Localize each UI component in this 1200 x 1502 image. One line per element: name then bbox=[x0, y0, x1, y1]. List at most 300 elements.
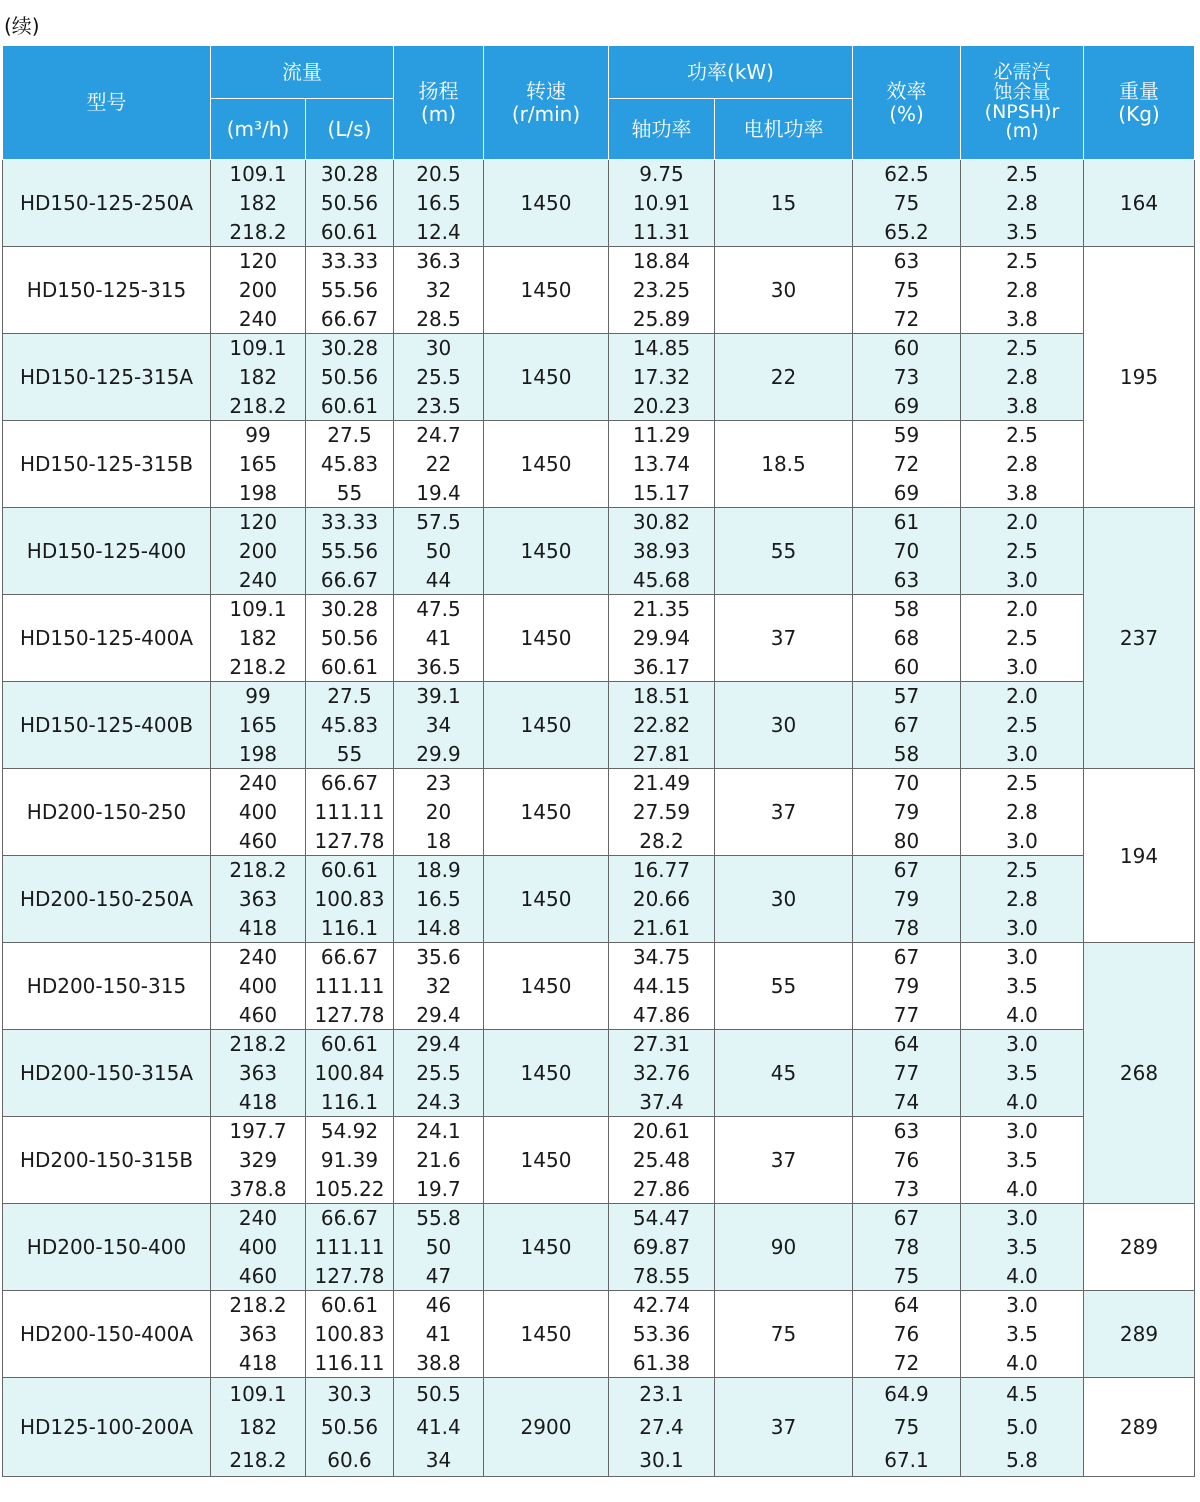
npsh-values bbox=[961, 1204, 1083, 1290]
flow-m3h-values bbox=[211, 160, 305, 246]
head-value: 44 bbox=[425, 568, 452, 592]
flow-m3h-value: 197.7 bbox=[229, 1119, 287, 1143]
shaft-power-cell bbox=[609, 1030, 715, 1117]
flow-m3h-value: 418 bbox=[238, 1090, 278, 1114]
flow-ls-values bbox=[306, 682, 393, 768]
npsh-values bbox=[961, 247, 1083, 333]
flow-m3h-value: 182 bbox=[238, 365, 278, 389]
speed-cell: 1450 bbox=[484, 421, 609, 508]
efficiency-value: 72 bbox=[893, 452, 920, 476]
head-value: 19.7 bbox=[416, 1177, 461, 1201]
flow-m3h-cell bbox=[211, 1378, 306, 1477]
efficiency-value: 79 bbox=[893, 800, 920, 824]
shaft-power-cell bbox=[609, 247, 715, 334]
head-value: 20 bbox=[425, 800, 452, 824]
head-value: 41 bbox=[425, 1322, 452, 1346]
npsh-values bbox=[961, 421, 1083, 507]
model-cell: HD200-150-315B bbox=[3, 1117, 211, 1204]
flow-ls-values bbox=[306, 1291, 393, 1377]
efficiency-cell bbox=[853, 247, 961, 334]
shaft-power-value: 16.77 bbox=[632, 858, 691, 882]
npsh-value: 3.8 bbox=[1006, 394, 1038, 418]
flow-m3h-values bbox=[211, 421, 305, 507]
head-value: 16.5 bbox=[416, 887, 461, 911]
npsh-value: 2.0 bbox=[1006, 510, 1038, 534]
motor-power-cell: 37 bbox=[715, 1378, 853, 1477]
flow-m3h-cell bbox=[211, 421, 306, 508]
npsh-value: 3.5 bbox=[1006, 974, 1038, 998]
shaft-power-values bbox=[609, 595, 714, 681]
efficiency-value: 69 bbox=[893, 481, 920, 505]
flow-ls-values bbox=[306, 595, 393, 681]
model-cell: HD200-150-315 bbox=[3, 943, 211, 1030]
npsh-cell bbox=[961, 160, 1084, 247]
npsh-cell bbox=[961, 595, 1084, 682]
shaft-power-value: 18.51 bbox=[632, 684, 691, 708]
flow-m3h-value: 460 bbox=[238, 829, 278, 853]
efficiency-value: 69 bbox=[893, 394, 920, 418]
shaft-power-value: 69.87 bbox=[632, 1235, 691, 1259]
npsh-cell bbox=[961, 856, 1084, 943]
efficiency-value: 73 bbox=[893, 365, 920, 389]
weight-cell: 164 bbox=[1084, 160, 1195, 247]
efficiency-value: 58 bbox=[893, 742, 920, 766]
npsh-value: 3.5 bbox=[1006, 220, 1038, 244]
flow-ls-value: 127.78 bbox=[314, 829, 385, 853]
table-row bbox=[3, 421, 1195, 508]
efficiency-value: 64.9 bbox=[884, 1382, 929, 1406]
shaft-power-value: 21.35 bbox=[632, 597, 691, 621]
efficiency-cell bbox=[853, 508, 961, 595]
header-head-unit: (m) bbox=[420, 101, 457, 126]
flow-m3h-value: 99 bbox=[245, 684, 271, 708]
flow-ls-values bbox=[306, 769, 393, 855]
head-value: 29.4 bbox=[416, 1032, 461, 1056]
flow-m3h-value: 218.2 bbox=[229, 1448, 287, 1472]
model-cell: HD150-125-315B bbox=[3, 421, 211, 508]
shaft-power-values bbox=[609, 421, 714, 507]
head-value: 25.5 bbox=[416, 365, 461, 389]
efficiency-value: 79 bbox=[893, 887, 920, 911]
speed-cell: 1450 bbox=[484, 856, 609, 943]
flow-ls-value: 111.11 bbox=[314, 800, 385, 824]
shaft-power-cell bbox=[609, 1378, 715, 1477]
npsh-value: 4.0 bbox=[1006, 1264, 1038, 1288]
shaft-power-values bbox=[609, 769, 714, 855]
table-row bbox=[3, 1204, 1195, 1291]
table-row bbox=[3, 856, 1195, 943]
motor-power-cell: 90 bbox=[715, 1204, 853, 1291]
shaft-power-value: 9.75 bbox=[639, 162, 684, 186]
shaft-power-value: 25.48 bbox=[632, 1148, 691, 1172]
speed-cell: 1450 bbox=[484, 160, 609, 247]
flow-m3h-value: 198 bbox=[238, 481, 278, 505]
efficiency-value: 67 bbox=[893, 1206, 920, 1230]
model-cell: HD200-150-400A bbox=[3, 1291, 211, 1378]
npsh-values bbox=[961, 682, 1083, 768]
header-npsh-2: 蚀余量 bbox=[993, 80, 1051, 103]
flow-m3h-cell bbox=[211, 856, 306, 943]
efficiency-values bbox=[853, 334, 960, 420]
shaft-power-value: 25.89 bbox=[632, 307, 691, 331]
efficiency-value: 67 bbox=[893, 945, 920, 969]
flow-ls-value: 111.11 bbox=[314, 974, 385, 998]
head-value: 35.6 bbox=[416, 945, 461, 969]
head-cell bbox=[394, 1030, 484, 1117]
flow-ls-value: 30.3 bbox=[327, 1382, 372, 1406]
weight-cell: 289 bbox=[1084, 1378, 1195, 1477]
efficiency-value: 76 bbox=[893, 1148, 920, 1172]
npsh-value: 2.5 bbox=[1006, 423, 1038, 447]
head-value: 25.5 bbox=[416, 1061, 461, 1085]
efficiency-value: 78 bbox=[893, 1235, 920, 1259]
flow-ls-cell bbox=[306, 421, 394, 508]
flow-m3h-values bbox=[211, 1378, 305, 1476]
shaft-power-cell bbox=[609, 334, 715, 421]
flow-m3h-value: 99 bbox=[245, 423, 271, 447]
head-value: 38.8 bbox=[416, 1351, 461, 1375]
speed-cell: 1450 bbox=[484, 508, 609, 595]
head-value: 57.5 bbox=[416, 510, 461, 534]
shaft-power-value: 20.61 bbox=[632, 1119, 691, 1143]
table-row bbox=[3, 1030, 1195, 1117]
efficiency-value: 73 bbox=[893, 1177, 920, 1201]
header-npsh-4: (m) bbox=[1005, 120, 1039, 143]
flow-ls-value: 27.5 bbox=[327, 423, 372, 447]
efficiency-value: 75 bbox=[893, 1264, 920, 1288]
flow-m3h-cell bbox=[211, 943, 306, 1030]
shaft-power-value: 18.84 bbox=[632, 249, 691, 273]
npsh-cell bbox=[961, 769, 1084, 856]
efficiency-value: 61 bbox=[893, 510, 920, 534]
shaft-power-value: 38.93 bbox=[632, 539, 691, 563]
shaft-power-value: 34.75 bbox=[632, 945, 691, 969]
weight-cell: 194 bbox=[1084, 769, 1195, 943]
efficiency-values bbox=[853, 1378, 960, 1476]
head-value: 14.8 bbox=[416, 916, 461, 940]
flow-ls-cell bbox=[306, 682, 394, 769]
shaft-power-value: 44.15 bbox=[632, 974, 691, 998]
shaft-power-value: 11.31 bbox=[632, 220, 691, 244]
flow-m3h-values bbox=[211, 856, 305, 942]
head-value: 39.1 bbox=[416, 684, 461, 708]
flow-ls-values bbox=[306, 421, 393, 507]
shaft-power-values bbox=[609, 508, 714, 594]
efficiency-values bbox=[853, 421, 960, 507]
header-speed-unit: (r/min) bbox=[511, 101, 581, 126]
shaft-power-cell bbox=[609, 421, 715, 508]
efficiency-value: 75 bbox=[893, 1415, 920, 1439]
head-values bbox=[394, 682, 483, 768]
head-value: 28.5 bbox=[416, 307, 461, 331]
efficiency-value: 70 bbox=[893, 539, 920, 563]
motor-power-cell: 18.5 bbox=[715, 421, 853, 508]
flow-ls-value: 50.56 bbox=[320, 626, 379, 650]
shaft-power-value: 30.82 bbox=[632, 510, 691, 534]
efficiency-value: 60 bbox=[893, 655, 920, 679]
head-values bbox=[394, 247, 483, 333]
head-values bbox=[394, 856, 483, 942]
npsh-value: 2.5 bbox=[1006, 539, 1038, 563]
head-cell bbox=[394, 508, 484, 595]
flow-ls-value: 127.78 bbox=[314, 1264, 385, 1288]
npsh-values bbox=[961, 1291, 1083, 1377]
npsh-value: 3.0 bbox=[1006, 829, 1038, 853]
header-efficiency bbox=[853, 46, 961, 160]
flow-ls-value: 33.33 bbox=[320, 510, 379, 534]
flow-ls-value: 45.83 bbox=[320, 452, 379, 476]
npsh-values bbox=[961, 508, 1083, 594]
flow-ls-cell bbox=[306, 856, 394, 943]
flow-m3h-cell bbox=[211, 1291, 306, 1378]
npsh-value: 4.0 bbox=[1006, 1003, 1038, 1027]
flow-m3h-value: 218.2 bbox=[229, 858, 287, 882]
table-row bbox=[3, 1378, 1195, 1477]
head-cell bbox=[394, 682, 484, 769]
shaft-power-value: 21.49 bbox=[632, 771, 691, 795]
head-value: 24.7 bbox=[416, 423, 461, 447]
efficiency-cell bbox=[853, 1291, 961, 1378]
flow-ls-values bbox=[306, 856, 393, 942]
table-row bbox=[3, 682, 1195, 769]
head-value: 18.9 bbox=[416, 858, 461, 882]
npsh-value: 2.8 bbox=[1006, 800, 1038, 824]
npsh-value: 2.5 bbox=[1006, 713, 1038, 737]
header-motor-power: 电机功率 bbox=[715, 99, 853, 160]
flow-m3h-value: 418 bbox=[238, 916, 278, 940]
shaft-power-value: 17.32 bbox=[632, 365, 691, 389]
flow-ls-value: 111.11 bbox=[314, 1235, 385, 1259]
shaft-power-value: 23.25 bbox=[632, 278, 691, 302]
flow-m3h-values bbox=[211, 595, 305, 681]
table-row bbox=[3, 334, 1195, 421]
npsh-value: 2.8 bbox=[1006, 365, 1038, 389]
flow-m3h-values bbox=[211, 334, 305, 420]
head-values bbox=[394, 421, 483, 507]
efficiency-values bbox=[853, 1291, 960, 1377]
shaft-power-value: 23.1 bbox=[639, 1382, 684, 1406]
head-cell bbox=[394, 160, 484, 247]
efficiency-values bbox=[853, 1030, 960, 1116]
efficiency-value: 79 bbox=[893, 974, 920, 998]
head-value: 55.8 bbox=[416, 1206, 461, 1230]
flow-m3h-value: 218.2 bbox=[229, 220, 287, 244]
shaft-power-values bbox=[609, 1291, 714, 1377]
shaft-power-cell bbox=[609, 508, 715, 595]
npsh-value: 4.0 bbox=[1006, 1090, 1038, 1114]
header-head-label: 扬程 bbox=[418, 78, 459, 103]
head-value: 41.4 bbox=[416, 1415, 461, 1439]
head-values bbox=[394, 160, 483, 246]
flow-m3h-cell bbox=[211, 1117, 306, 1204]
npsh-values bbox=[961, 1030, 1083, 1116]
efficiency-cell bbox=[853, 856, 961, 943]
efficiency-cell bbox=[853, 682, 961, 769]
flow-ls-value: 116.11 bbox=[314, 1351, 385, 1375]
head-cell bbox=[394, 943, 484, 1030]
flow-ls-values bbox=[306, 1378, 393, 1476]
head-value: 50 bbox=[425, 539, 452, 563]
shaft-power-value: 13.74 bbox=[632, 452, 691, 476]
shaft-power-value: 45.68 bbox=[632, 568, 691, 592]
flow-ls-value: 66.67 bbox=[320, 1206, 379, 1230]
flow-m3h-cell bbox=[211, 247, 306, 334]
pump-performance-table bbox=[2, 45, 1195, 1477]
npsh-value: 3.8 bbox=[1006, 481, 1038, 505]
flow-m3h-value: 198 bbox=[238, 742, 278, 766]
flow-m3h-values bbox=[211, 1030, 305, 1116]
shaft-power-cell bbox=[609, 160, 715, 247]
flow-ls-value: 66.67 bbox=[320, 771, 379, 795]
table-row bbox=[3, 769, 1195, 856]
npsh-value: 4.0 bbox=[1006, 1351, 1038, 1375]
npsh-cell bbox=[961, 1378, 1084, 1477]
flow-m3h-value: 240 bbox=[238, 771, 278, 795]
efficiency-cell bbox=[853, 943, 961, 1030]
flow-ls-value: 55 bbox=[336, 742, 363, 766]
npsh-values bbox=[961, 943, 1083, 1029]
header-eff-unit: (%) bbox=[889, 101, 924, 126]
header-model: 型号 bbox=[3, 46, 211, 160]
flow-m3h-cell bbox=[211, 334, 306, 421]
flow-m3h-value: 120 bbox=[238, 510, 278, 534]
efficiency-value: 70 bbox=[893, 771, 920, 795]
flow-ls-value: 100.83 bbox=[314, 1322, 385, 1346]
speed-cell: 1450 bbox=[484, 769, 609, 856]
head-value: 24.3 bbox=[416, 1090, 461, 1114]
flow-m3h-cell bbox=[211, 160, 306, 247]
flow-m3h-value: 240 bbox=[238, 568, 278, 592]
efficiency-value: 72 bbox=[893, 307, 920, 331]
efficiency-value: 67 bbox=[893, 713, 920, 737]
model-cell: HD200-150-250 bbox=[3, 769, 211, 856]
head-value: 18 bbox=[425, 829, 452, 853]
efficiency-values bbox=[853, 247, 960, 333]
flow-m3h-value: 240 bbox=[238, 307, 278, 331]
flow-ls-value: 50.56 bbox=[320, 191, 379, 215]
efficiency-value: 77 bbox=[893, 1003, 920, 1027]
npsh-value: 2.8 bbox=[1006, 278, 1038, 302]
head-value: 50.5 bbox=[416, 1382, 461, 1406]
npsh-value: 4.0 bbox=[1006, 1177, 1038, 1201]
shaft-power-values bbox=[609, 1378, 714, 1476]
head-value: 29.9 bbox=[416, 742, 461, 766]
weight-cell: 289 bbox=[1084, 1204, 1195, 1291]
npsh-cell bbox=[961, 247, 1084, 334]
shaft-power-value: 54.47 bbox=[632, 1206, 691, 1230]
efficiency-value: 64 bbox=[893, 1293, 920, 1317]
efficiency-value: 64 bbox=[893, 1032, 920, 1056]
flow-m3h-cell bbox=[211, 508, 306, 595]
efficiency-cell bbox=[853, 1117, 961, 1204]
shaft-power-cell bbox=[609, 1291, 715, 1378]
efficiency-cell bbox=[853, 769, 961, 856]
shaft-power-cell bbox=[609, 682, 715, 769]
flow-ls-value: 45.83 bbox=[320, 713, 379, 737]
shaft-power-value: 78.55 bbox=[632, 1264, 691, 1288]
shaft-power-value: 29.94 bbox=[632, 626, 691, 650]
flow-m3h-values bbox=[211, 682, 305, 768]
model-cell: HD150-125-400A bbox=[3, 595, 211, 682]
flow-ls-value: 66.67 bbox=[320, 307, 379, 331]
speed-cell: 2900 bbox=[484, 1378, 609, 1477]
weight-cell: 268 bbox=[1084, 943, 1195, 1204]
flow-ls-cell bbox=[306, 1117, 394, 1204]
head-value: 47 bbox=[425, 1264, 452, 1288]
flow-m3h-value: 378.8 bbox=[229, 1177, 287, 1201]
efficiency-cell bbox=[853, 1378, 961, 1477]
flow-ls-cell bbox=[306, 769, 394, 856]
head-values bbox=[394, 1117, 483, 1203]
npsh-value: 2.8 bbox=[1006, 191, 1038, 215]
npsh-value: 3.0 bbox=[1006, 1119, 1038, 1143]
flow-m3h-value: 400 bbox=[238, 974, 278, 998]
npsh-cell bbox=[961, 1030, 1084, 1117]
flow-m3h-value: 165 bbox=[238, 452, 278, 476]
model-cell: HD200-150-315A bbox=[3, 1030, 211, 1117]
head-values bbox=[394, 334, 483, 420]
speed-cell: 1450 bbox=[484, 682, 609, 769]
flow-ls-values bbox=[306, 1204, 393, 1290]
motor-power-cell: 37 bbox=[715, 769, 853, 856]
shaft-power-cell bbox=[609, 1117, 715, 1204]
head-cell bbox=[394, 1291, 484, 1378]
model-cell: HD125-100-200A bbox=[3, 1378, 211, 1477]
efficiency-values bbox=[853, 1117, 960, 1203]
table-row bbox=[3, 247, 1195, 334]
npsh-cell bbox=[961, 1291, 1084, 1378]
table-row bbox=[3, 160, 1195, 247]
npsh-value: 2.5 bbox=[1006, 162, 1038, 186]
flow-m3h-value: 240 bbox=[238, 1206, 278, 1230]
efficiency-cell bbox=[853, 160, 961, 247]
flow-ls-value: 91.39 bbox=[320, 1148, 379, 1172]
flow-ls-value: 100.83 bbox=[314, 887, 385, 911]
shaft-power-value: 27.86 bbox=[632, 1177, 691, 1201]
flow-ls-value: 60.61 bbox=[320, 220, 379, 244]
npsh-values bbox=[961, 769, 1083, 855]
flow-m3h-value: 182 bbox=[238, 1415, 278, 1439]
head-values bbox=[394, 769, 483, 855]
head-cell bbox=[394, 334, 484, 421]
flow-ls-cell bbox=[306, 334, 394, 421]
efficiency-cell bbox=[853, 1030, 961, 1117]
head-values bbox=[394, 943, 483, 1029]
efficiency-value: 68 bbox=[893, 626, 920, 650]
head-values bbox=[394, 1291, 483, 1377]
motor-power-cell: 30 bbox=[715, 856, 853, 943]
model-cell: HD200-150-250A bbox=[3, 856, 211, 943]
flow-ls-values bbox=[306, 247, 393, 333]
flow-ls-values bbox=[306, 1117, 393, 1203]
head-cell bbox=[394, 769, 484, 856]
efficiency-value: 76 bbox=[893, 1322, 920, 1346]
flow-ls-value: 60.6 bbox=[327, 1448, 372, 1472]
npsh-cell bbox=[961, 943, 1084, 1030]
npsh-value: 2.5 bbox=[1006, 336, 1038, 360]
header-head bbox=[394, 46, 484, 160]
efficiency-value: 65.2 bbox=[884, 220, 929, 244]
flow-m3h-value: 165 bbox=[238, 713, 278, 737]
flow-ls-value: 55.56 bbox=[320, 539, 379, 563]
shaft-power-value: 14.85 bbox=[632, 336, 691, 360]
flow-ls-values bbox=[306, 334, 393, 420]
speed-cell: 1450 bbox=[484, 1030, 609, 1117]
table-row bbox=[3, 508, 1195, 595]
efficiency-values bbox=[853, 769, 960, 855]
flow-m3h-values bbox=[211, 943, 305, 1029]
shaft-power-value: 11.29 bbox=[632, 423, 691, 447]
